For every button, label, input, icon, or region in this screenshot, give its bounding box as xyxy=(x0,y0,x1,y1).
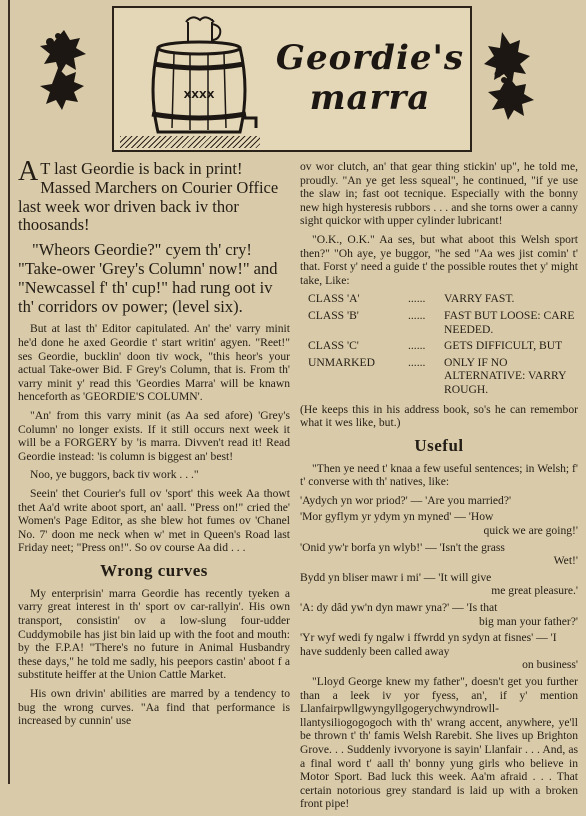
body-paragraph: His own drivin' abilities are marred by a tendency to bug the wrong curves. "Aa find that performance is increased by cunnin' use xyxy=(18,687,290,728)
class-key: CLASS 'B' xyxy=(308,308,359,322)
lead-paragraph xyxy=(18,156,290,235)
route-class-row xyxy=(300,356,578,397)
class-value: GETS DIFFICULT, BUT xyxy=(444,339,563,353)
body-paragraph: But at last th' Editor capitulated. An' the' varry minit he'd done he axed Geordie t' start writin' agyen. "Reet!" ses Geordie, bucklin' doon tiv wock, "this heor's your actual Take-ower Bid. F Grey's Column, that is. From th' varry minit y' read this 'Geordies Marra' will be knawn henceforth as 'GEORDIE'S COLUMN'. xyxy=(18,322,290,404)
phrase-item xyxy=(300,494,578,508)
class-key: CLASS 'A' xyxy=(308,292,360,306)
section-heading: Wrong curves xyxy=(100,560,208,580)
body-paragraph: (He keeps this in his address book, so's he can remembor what it wes like, but.) xyxy=(300,402,578,430)
route-class-row xyxy=(300,309,578,336)
body-paragraph: Seein' thet Courier's full ov 'sport' this week Aa thowt thet Aa'd write aboot sport, an' aall. "Press on!" cried the' Women's Page Editor, as she blew hot fumes ov 'Chanel No. 7' doon me neck when w' met in Queen's Road last Friday neet; "Press on!". So ov course Aa did . . . xyxy=(18,486,290,555)
class-value: ONLY IF NO ALTERNATIVE: VARRY ROUGH. xyxy=(444,355,567,396)
barrel-icon xyxy=(144,14,264,147)
phrase-text: 'Yr wyf wedi fy ngalw i ffwrdd yn sydyn at fisnes' — 'I have suddenly been called away xyxy=(300,631,557,658)
body-paragraph: "An' from this varry minit (as Aa sed afore) 'Grey's Column' no longer exists. If it still occurs next week it will be a FORGERY by 'is marra. Divven't read it! Read Geordie instead: 'is column is biggest an' best! xyxy=(18,408,290,463)
phrase-item xyxy=(300,631,578,672)
class-dots: ...... xyxy=(408,308,426,322)
phrase-translation: me great pleasure.' xyxy=(491,584,578,598)
route-class-row xyxy=(300,292,578,306)
phrase-item xyxy=(300,541,578,568)
masthead-title-line2: marra xyxy=(309,78,431,118)
class-value: VARRY FAST. xyxy=(444,292,515,306)
phrase-translation: quick we are going!' xyxy=(483,524,578,538)
route-class-table xyxy=(300,292,578,396)
hatched-floor xyxy=(120,136,260,148)
body-paragraph: "O.K., O.K." Aa ses, but what aboot this Welsh sport then?" "Oh aye, ye buggor, "he sed "Aa wes jist comin' t' that. Forst y' need a guide t' the possible routes thet y' might take, Like: xyxy=(300,232,578,287)
phrase-item xyxy=(300,510,578,537)
column-rule xyxy=(8,0,10,784)
class-dots: ...... xyxy=(408,355,426,369)
body-paragraph: Noo, ye buggors, back tiv work . . ." xyxy=(30,468,199,482)
masthead-title-line1: Geordie's xyxy=(275,38,465,78)
class-value: FAST BUT LOOSE: CARE NEEDED. xyxy=(444,308,575,336)
lead-text: T last Geordie is back in print! Massed Marchers on Courier Office last week wor driven back iv thor thoosands! xyxy=(18,159,279,235)
phrase-translation: Wet!' xyxy=(553,554,578,568)
phrase-list xyxy=(300,494,578,672)
holly-icon xyxy=(28,22,98,123)
masthead-title xyxy=(272,38,468,118)
body-paragraph: "Then ye need t' knaa a few useful sentences; in Welsh; f' t' converse with th' natives, like: xyxy=(300,461,578,489)
class-key: CLASS 'C' xyxy=(308,339,359,353)
phrase-text: 'Onid yw'r borfa yn wlyb!' — 'Isn't the grass xyxy=(300,540,505,554)
section-heading: Useful xyxy=(414,435,464,455)
drop-cap: A xyxy=(18,156,39,187)
route-class-row xyxy=(300,339,578,353)
body-paragraph: My enterprisin' marra Geordie has recently tyeken a varry great interest in th' sport ov car-rallyin'. His own transport, consistin' ov a low-slung four-udder Cuddymobile has jist bin laid up with the foot and mouth: by the F.P.A! "There's no future in Animal Husbandry these days," he told me sadly, his peepors castin' aboot f a substitute heiffer at the Union Cattle Market. xyxy=(18,586,290,682)
masthead-banner xyxy=(112,6,472,152)
class-dots: ...... xyxy=(408,339,426,353)
phrase-item xyxy=(300,571,578,598)
body-paragraph: "Lloyd George knew my father", doesn't get you further than a leek iv yor fyess, an', if y' mention Llanfairpwllgwyngyllgogerychwyndrowll-llantysiliogogogoch with th' wrang accent, anywhere, ye'll be thrown t' th' famis Welsh Rarebit. She lives up Brighton Grove. . . Suddenly ivvoryone is sayin' Llanfair . . . And, as a final word t' aall th' bonny yung girls who believe in Motor Sport. Bad luck this week. Aa'm afraid . . . That certain notorious grey standard is laid up with a broken front pipe! xyxy=(300,675,578,811)
right-column xyxy=(300,160,578,816)
phrase-text: 'Aydych yn wor priod?' — 'Are you married?' xyxy=(300,493,512,507)
body-paragraph: ov wor clutch, an' that gear thing stickin' up", he told me, proudly. "An ye get less squeal", he continued, "if ye use the slaw in; fast oot tecnique. Especially with the bonny new high hysteresis rubbors . . . and she torns ower a canny sight quickor with upper cylinder lubricant! xyxy=(300,160,578,228)
phrase-text: Bydd yn bliser mawr i mi' — 'It will give xyxy=(300,570,492,584)
lead-paragraph-2: "Wheors Geordie?" cyem th' cry! "Take-ower 'Grey's Column' now!" and "Newcassel f' th' cup!" had rung oot iv th' corridors ov power; (level six). xyxy=(18,240,278,316)
class-key: UNMARKED xyxy=(308,355,375,369)
left-column xyxy=(18,156,290,733)
phrase-translation: big man your father?' xyxy=(479,614,578,628)
phrase-item xyxy=(300,601,578,628)
holly-icon xyxy=(478,26,548,131)
phrase-text: 'Mor gyflym yr ydym yn myned' — 'How xyxy=(300,510,494,524)
phrase-translation: on business' xyxy=(522,658,578,672)
barrel-mark: XXXX xyxy=(183,90,215,101)
phrase-text: 'A: dy dâd yw'n dyn mawr yna?' — 'Is that xyxy=(300,601,498,615)
class-dots: ...... xyxy=(408,292,426,306)
